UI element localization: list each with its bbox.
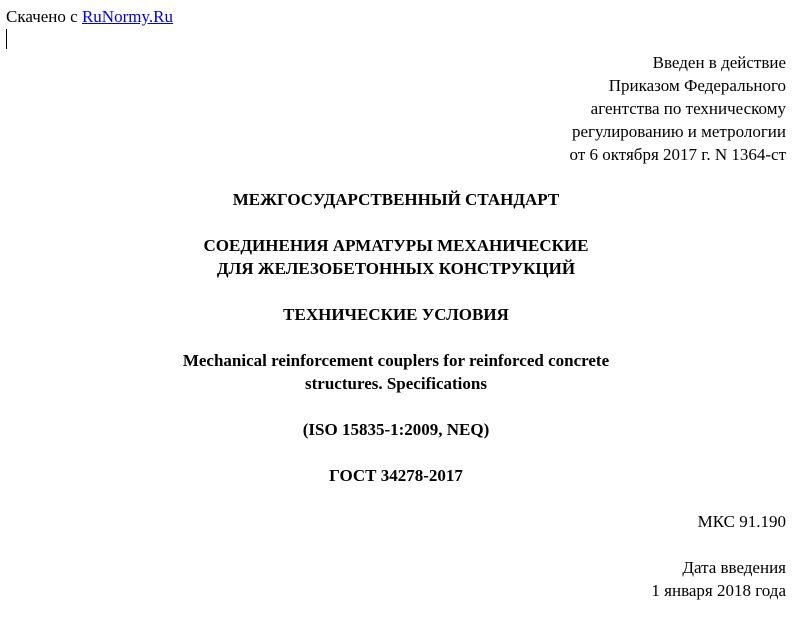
english-title-line1: Mechanical reinforcement couplers for reinforced concrete	[182, 351, 610, 370]
adoption-line: Введен в действие	[652, 53, 786, 72]
standard-subtitle: ТЕХНИЧЕСКИЕ УСЛОВИЯ	[283, 305, 509, 324]
introduction-date: 1 января 2018 года	[651, 581, 786, 600]
adoption-line: Приказом Федерального	[608, 76, 786, 95]
runormy-link[interactable]: RuNormy.Ru	[81, 7, 173, 26]
gost-number: ГОСТ 34278-2017	[329, 466, 463, 485]
introduction-label: Дата введения	[682, 558, 786, 577]
adoption-line: регулированию и метрологии	[571, 122, 786, 141]
download-prefix: Скачено с	[6, 7, 78, 26]
standard-category: МЕЖГОСУДАРСТВЕННЫЙ СТАНДАРТ	[232, 190, 560, 209]
adoption-line: от 6 октября 2017 г. N 1364-ст	[569, 145, 786, 164]
english-title-line2: structures. Specifications	[305, 374, 487, 393]
standard-name-line2: ДЛЯ ЖЕЛЕЗОБЕТОННЫХ КОНСТРУКЦИЙ	[216, 259, 576, 278]
text-cursor	[6, 29, 7, 49]
download-source	[6, 7, 173, 27]
mks-code: МКС 91.190	[697, 512, 786, 531]
iso-reference: (ISO 15835-1:2009, NEQ)	[302, 420, 490, 439]
standard-name-line1: СОЕДИНЕНИЯ АРМАТУРЫ МЕХАНИЧЕСКИЕ	[203, 236, 589, 255]
adoption-line: агентства по техническому	[590, 99, 786, 118]
